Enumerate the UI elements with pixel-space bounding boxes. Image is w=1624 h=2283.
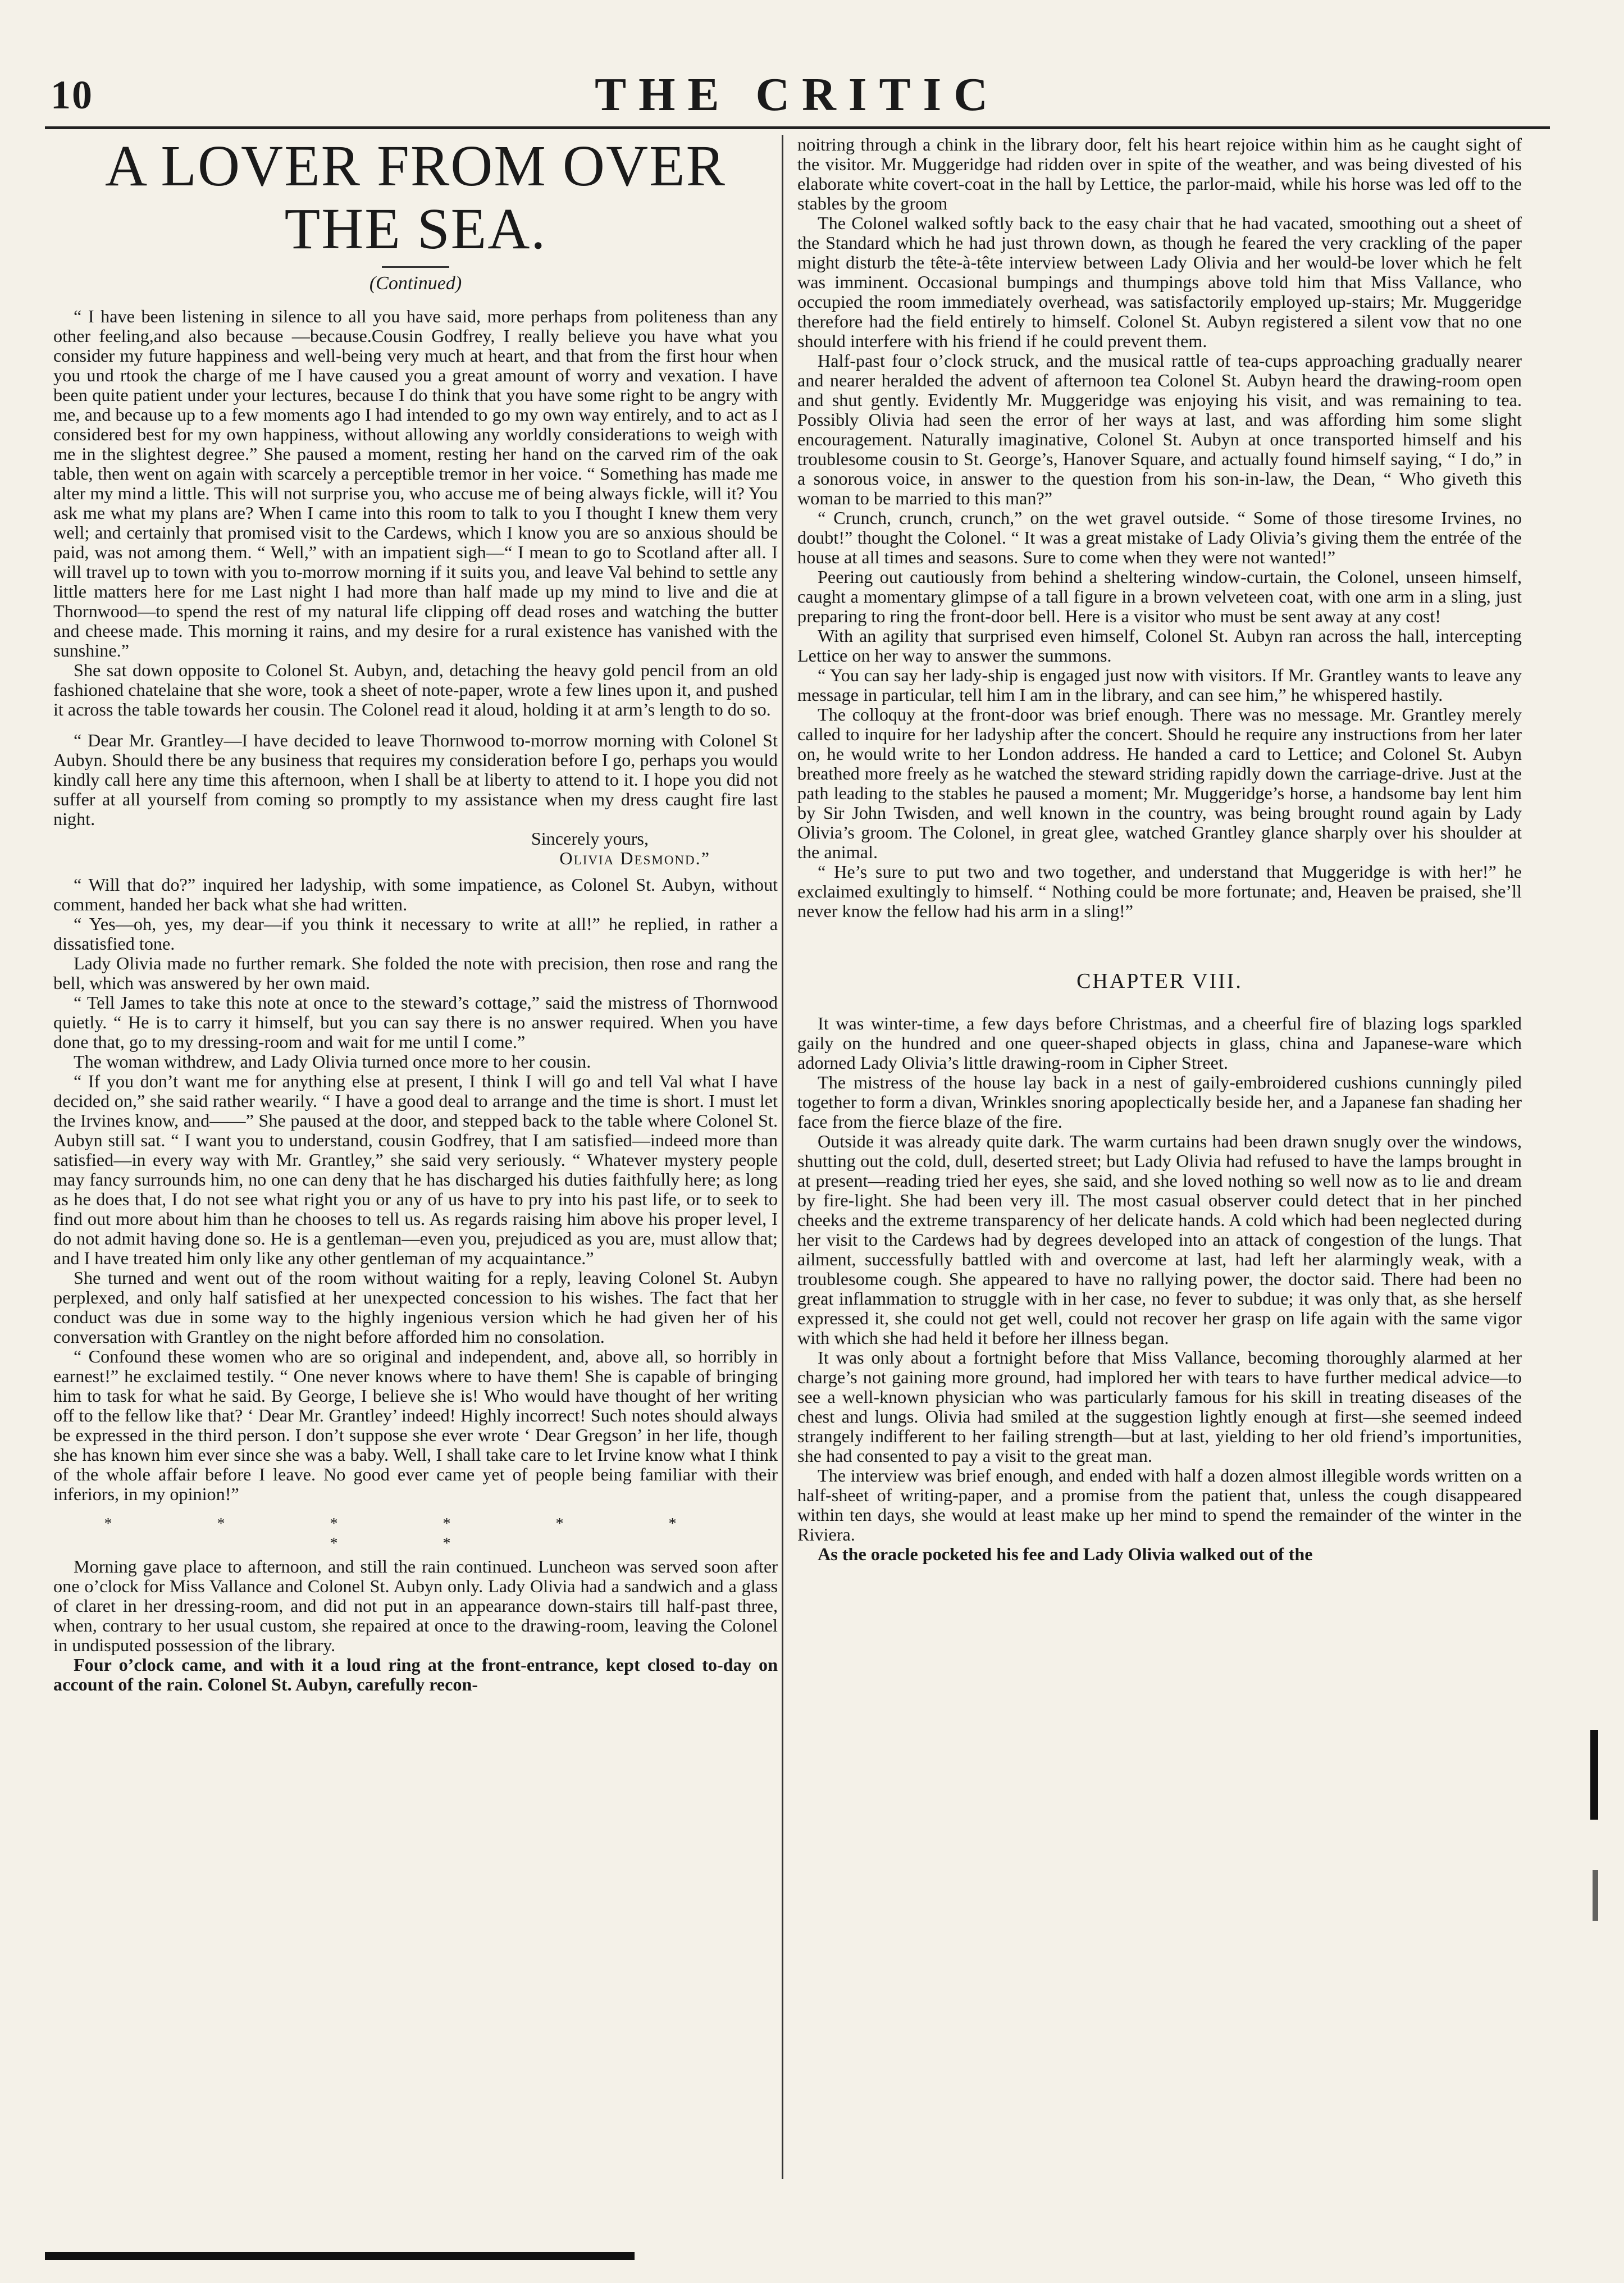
paragraph: “ Confound these women who are so original and independent, and, above all, so horribly in earnest!” he exclaimed testily. “ One never knows where to have them! She is capable of bringing him to task for what he said. By George, I believe she is! Who would have thought of her writing off to the fellow like that? ‘ Dear Mr. Grantley’ indeed! Highly incorrect! Such notes should always be expressed in the third person. I don’t suppose she ever wrote ‘ Dear Gregson’ in her life, though she has known him ever since she was a baby. Well, I shall take care to let Irvine know what I think of the whole affair before I leave. No good ever came yet of people being familiar with their inferiors, in my opinion!” (53, 1346, 778, 1504)
paragraph: “ He’s sure to put two and two together, and understand that Muggeridge is with her!” he exclaimed exultingly to himself. “ Nothing could be more fortunate; and, Heaven be praised, she’ll never know the fellow had his arm in a sling!” (797, 862, 1522, 921)
paragraph: The Colonel walked softly back to the easy chair that he had vacated, smoothing out a sheet of the Standard which he had just thrown down, as though he feared the very crackling of the paper might disturb the tête-à-tête interview between Lady Olivia and her would-be lover which he felt was imminent. Occasional bumpings and thumpings above told him that Miss Vallance, who occupied the room immediately overhead, was satisfactorily employed up-stairs; Mr. Muggeridge therefore had the field entirely to himself. Colonel St. Aubyn registered a silent vow that no one should interfere with his friend if he could prevent them. (797, 213, 1522, 351)
paragraph: “ Will that do?” inquired her ladyship, with some impatience, as Colonel St. Aubyn, without comment, handed her back what she had written. (53, 874, 778, 914)
paragraph: She turned and went out of the room without waiting for a reply, leaving Colonel St. Aubyn perplexed, and only half satisfied at her unexpected concession to his wishes. The fact that her conduct was due in some way to the highly ingenious version which he had given her of his conversation with Grantley on the night before afforded him no consolation. (53, 1268, 778, 1347)
paragraph: The colloquy at the front-door was brief enough. There was no message. Mr. Grantley merely called to inquire for her ladyship after the concert. Should he require any instructions from her later on, he would write to her London address. He handed a card to Lettice; and Colonel St. Aubyn breathed more freely as he watched the steward striding rapidly down the carriage-drive. Just at the path leading to the stables he paused a moment; Mr. Muggeridge’s horse, a handsome bay lent him by Sir John Twisden, and well known in the country, was being brought round again by Lady Olivia’s groom. The Colonel, in great glee, watched Grantley glance sharply over his shoulder at the animal. (797, 704, 1522, 862)
continued-label: (Continued) (369, 273, 462, 294)
letter-body: “ Dear Mr. Grantley—I have decided to leave Thornwood to-morrow morning with Colonel St Aubyn. Should there be any business that requires my consideration before I go, perhaps you would kindly call here any time this afternoon, when I shall be at liberty to attend to it. I hope you did not suffer at all yourself from coming so promptly to my assistance when my dress caught fire last night. (53, 730, 778, 829)
paragraph: It was only about a fortnight before that Miss Vallance, becoming thoroughly alarmed at her charge’s not gaining more ground, had implored her with tears to have further medical advice—to see a well-known physician who was particularly famous for his skill in treating diseases of the chest and lungs. Olivia had smiled at the suggestion lightly enough at first—she seemed indeed strangely indifferent to her failing strength—but at last, yielding to her old friend’s importunities, she had consented to pay a visit to the great man. (797, 1347, 1522, 1466)
right-column (797, 135, 1522, 1564)
letter (53, 731, 778, 868)
left-column (53, 135, 778, 1694)
section-break: * * * * * * * * (104, 1515, 727, 1552)
header-rule (45, 126, 1550, 129)
paragraph: Morning gave place to afternoon, and still the rain continued. Luncheon was served soon after one o’clock for Miss Vallance and Colonel St. Aubyn only. Lady Olivia had a sandwich and a glass of claret in her dressing-room, and did not put in an appearance down-stairs till half-past three, when, contrary to her usual custom, she repaired at once to the drawing-room, leaving the Colonel in undisputed possession of the library. (53, 1556, 778, 1655)
journal-title: THE CRITIC (595, 69, 1000, 121)
paragraph: Outside it was already quite dark. The warm curtains had been drawn snugly over the windows, shutting out the cold, dull, deserted street; but Lady Olivia had refused to have the lamps brought in at present—reading tried her eyes, she said, and she loved nothing so well now as to lie and dream by fire-light. She had been very ill. The most casual observer could detect that in her pinched cheeks and the extreme transparency of her delicate hands. A cold which had been neglected during her visit to the Cardews had by degrees developed into an attack of congestion of the lungs. That ailment, successfully battled with and overcome at last, had left her alarmingly weak, with a troublesome cough. She appeared to have no rallying power, the doctor said. There had been no great inflammation to struggle with in her case, no fever to subdue; it was only that, as she herself expressed it, she could not get well, could not recover her grasp on life again with the same vigor with which she had held it before her illness began. (797, 1131, 1522, 1348)
paragraph: Half-past four o’clock struck, and the musical rattle of tea-cups approaching gradually nearer and nearer heralded the advent of afternoon tea Colonel St. Aubyn heard the drawing-room open and shut gently. Evidently Mr. Muggeridge was enjoying his visit, and was remaining to tea. Possibly Olivia had seen the error of her ways at last, and was affording him some slight encouragement. Naturally imaginative, Colonel St. Aubyn at once transported himself and his troublesome cousin to St. George’s, Hanover Square, and actually found himself saying, “ I do,” in a sonorous voice, in answer to the question from his son-in-law, the Dean, “ Who giveth this woman to be married to this man?” (797, 350, 1522, 508)
paragraph: It was winter-time, a few days before Christmas, and a cheerful fire of blazing logs sparkled gaily on the hundred and one queer-shaped objects in glass, china and Japanese-ware which adorned Lady Olivia’s little drawing-room in Cipher Street. (797, 1013, 1522, 1073)
page-header (45, 67, 1550, 129)
paragraph: “ I have been listening in silence to all you have said, more perhaps from politeness than any other feeling,and also because —because.Cousin Godfrey, I really believe you have what you consider my future happiness and well-being very much at heart, and that from the first hour when you und rtook the charge of me I have caused you a great amount of worry and vexation. I have been quite patient under your lectures, because I do think that you have some right to be angry with me, and because up to a few moments ago I had intended to go my own way entirely, and to act as I considered best for my own happiness, without allowing any worldly considerations to weigh with me in the slightest degree.” She paused a moment, resting her hand on the carved rim of the oak table, then went on again with scarcely a perceptible tremor in her voice. “ Something has made me alter my mind a little. This will not surprise you, who accuse me of being always fickle, will it? You ask me what my plans are? When I came into this room to talk to you I thought I knew them very well; and certainly that promised visit to the Cardews, which I know you are so anxious should be paid, was not among them. “ Well,” with an impatient sigh—“ I mean to go to Scotland after all. I will travel up to town with you to-morrow morning if it suits you, and leave Val behind to settle any little matters here for me Last night I had more than half made up my mind to live and die at Thornwood—to spend the rest of my natural life clipping off dead roses and watching the butter and cheese made. This morning it rains, and my desire for a rural existence has vanished with the sunshine.” (53, 306, 778, 660)
letter-closing: Sincerely yours, (531, 828, 649, 849)
paragraph: “ You can say her lady-ship is engaged just now with visitors. If Mr. Grantley wants to leave any message in particular, tell him I am in the library, and can see him,” he whispered hastily. (797, 665, 1522, 705)
paragraph: As the oracle pocketed his fee and Lady Olivia walked out of the (818, 1544, 1313, 1564)
article-title: A LOVER FROM OVER THE SEA. (105, 134, 726, 261)
paragraph: “ Tell James to take this note at once to the steward’s cottage,” said the mistress of Thornwood quietly. “ He is to carry it himself, but you can say there is no answer required. When you have done that, go to my dressing-room and wait for me until I come.” (53, 992, 778, 1052)
paragraph: With an agility that surprised even himself, Colonel St. Aubyn ran across the hall, intercepting Lettice on her way to answer the summons. (797, 626, 1522, 666)
column-divider (782, 135, 783, 2179)
paragraph: Lady Olivia made no further remark. She folded the note with precision, then rose and rang the bell, which was answered by her own maid. (53, 953, 778, 993)
margin-ink-mark (1593, 1870, 1598, 1921)
paragraph: The interview was brief enough, and ended with half a dozen almost illegible words written on a half-sheet of writing-paper, and a promise from the patient that, unless the cough disappeared within ten days, she would at least make up her mind to spend the remainder of the winter in the Riviera. (797, 1465, 1522, 1544)
letter-signature: Olivia Desmond.” (559, 848, 710, 868)
paragraph: The mistress of the house lay back in a nest of gaily-embroidered cushions cunningly piled together to form a divan, Wrinkles snoring apoplectically beside her, and a Japanese fan shading her face from the fierce blaze of the fire. (797, 1072, 1522, 1132)
margin-ink-mark (1590, 1730, 1598, 1820)
chapter-heading: CHAPTER VIII. (1076, 969, 1243, 993)
paragraph: The woman withdrew, and Lady Olivia turned once more to her cousin. (74, 1051, 591, 1072)
title-rule (382, 266, 449, 268)
paragraph: “ Yes—oh, yes, my dear—if you think it necessary to write at all!” he replied, in rather a dissatisfied tone. (53, 914, 778, 954)
paragraph: “ If you don’t want me for anything else at present, I think I will go and tell Val what I have decided on,” she said rather wearily. “ I have a good deal to arrange and the time is short. I must let the Irvines know, and——” She paused at the door, and stepped back to the table where Colonel St. Aubyn still sat. “ I want you to understand, cousin Godfrey, that I am satisfied—indeed more than satisfied—in every way with Mr. Grantley,” she said very seriously. “ Whatever mystery people may fancy surrounds him, no one can deny that he has discharged his duties faithfully here; as long as he does that, I do not see what right you or any of us have to pry into his past life, or to seek to find out more about him than he chooses to tell us. As regards raising him above his proper level, I do not admit having done so. He is a gentleman—even you, prejudiced as you are, must allow that; and I have treated him only like any other gentleman of my acquaintance.” (53, 1071, 778, 1268)
paragraph: She sat down opposite to Colonel St. Aubyn, and, detaching the heavy gold pencil from an old fashioned chatelaine that she wore, took a sheet of note-paper, wrote a few lines upon it, and pushed it across the table towards her cousin. The Colonel read it aloud, holding it at arm’s length to do so. (53, 660, 778, 719)
paragraph: “ Crunch, crunch, crunch,” on the wet gravel outside. “ Some of those tiresome Irvines, no doubt!” thought the Colonel. “ It was a great mistake of Lady Olivia’s giving them the entrée of the house at all times and seasons. Sure to come when they were not wanted!” (797, 508, 1522, 567)
bottom-rule (45, 2252, 635, 2260)
paragraph: noitring through a chink in the library door, felt his heart rejoice within him as he caught sight of the visitor. Mr. Muggeridge had ridden over in spite of the weather, and was being divested of his elaborate white covert-coat in the hall by Lettice, the parlor-maid, while his horse was led off to the stables by the groom (797, 134, 1522, 213)
paragraph: Peering out cautiously from behind a sheltering window-curtain, the Colonel, unseen himself, caught a momentary glimpse of a tall figure in a brown velveteen coat, with one arm in a sling, just preparing to ring the front-door bell. Here is a visitor who must be sent away at any cost! (797, 567, 1522, 626)
page-number: 10 (51, 72, 93, 117)
paragraph: Four o’clock came, and with it a loud ring at the front-entrance, kept closed to-day on account of the rain. Colonel St. Aubyn, carefully recon- (53, 1655, 778, 1694)
